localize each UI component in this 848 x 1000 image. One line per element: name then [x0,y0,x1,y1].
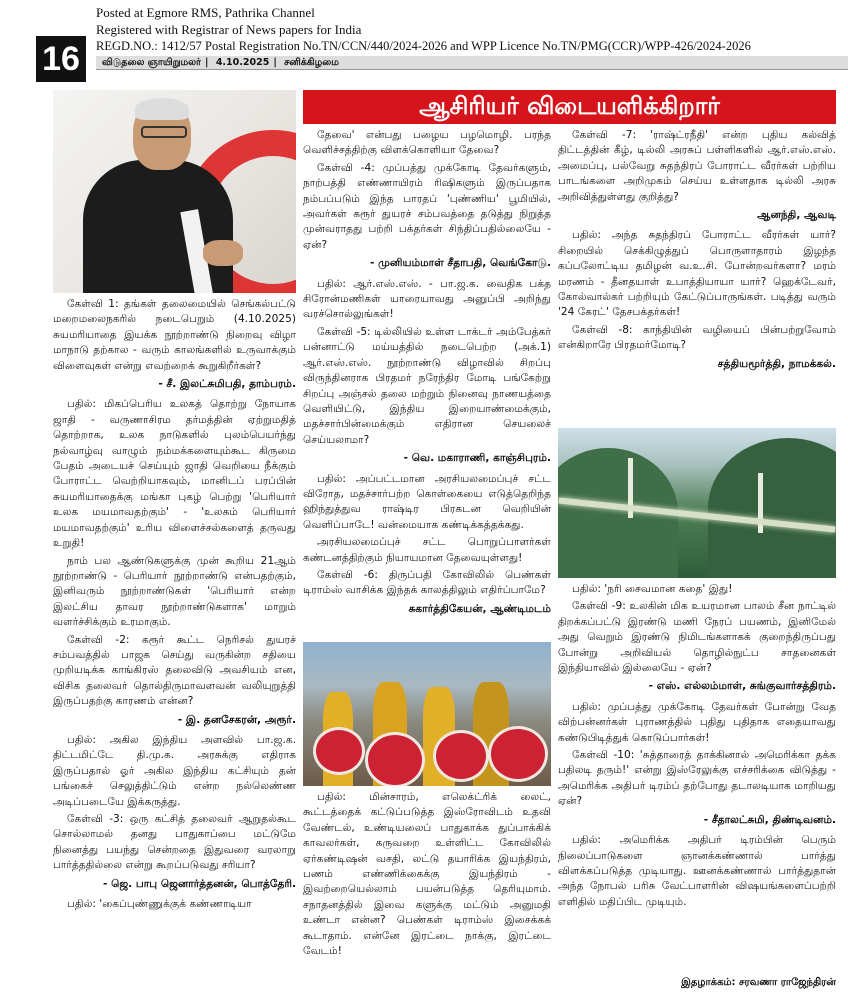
questioner-signature: - எஸ். எல்லம்மாள், சுங்குவார்சத்திரம். [648,680,836,693]
question: கேள்வி -4: முப்பத்து முக்கோடி தேவர்களும், நாற்பத்தி எண்ணாயிரம் ரிஷிகளும் இருப்பதாக நம்பப்படும் இந்த பாரதப் 'புண்ணிய' பூமியில், அவர்கள் கரூர் துயரச் சம்பவத்தை தடுத்து நிறுத்த முன்வராதது பற்றி பக்தர்கள் சிந்திப்பதில்லையே - ஏன்? [303,161,551,251]
publication-info [96,4,751,55]
questioner-signature: சத்தியமூர்த்தி, நாமக்கல். [717,357,836,370]
regd-line: REGD.NO.: 1412/57 Postal Registration No.TN/CCN/440/2024-2026 and WPP Licence No.TN/PMG(CCR)/WPP-426/2024-2026 [96,39,751,53]
section-banner: ஆசிரியர் விடையளிக்கிறார் [303,90,836,124]
page-number: 16 [36,36,86,82]
questioner-signature: - ஜெ. பாபு ஜெனார்த்தனன், பொத்தேரி. [103,877,296,890]
column-1 [53,297,296,914]
paragraph: நாம் பல ஆண்டுகளுக்கு முன் கூறிய 21ஆம் நூற்றாண்டு - பெரியார் நூற்றாண்டு என்பதற்கும், இனிவரும் நூற்றாண்டுகள் 'பெரியார் என்ற இலட்சிய தாவர நூற்றாண்டுகளாக' மாறும் வளர்ச்சிக்கும் உரமாகும். [53,554,296,629]
questioner-signature: - சீதாலட்சுமி, திண்டிவனம். [703,813,836,826]
questioner-signature: - சீ. இலட்சுமிபதி, தாம்பரம். [158,378,296,391]
answer: பதில்: மிகப்பெரிய உலகத் தொற்று நோயாக ஜாதி - வருணாசிரம தர்மத்தின் ஏற்றுமதித் தொற்றாக, உலக நாடுகளில் புலம்பெயர்ந்து நல்வாழ்வு வாழும் நம்மக்களையும்கூட கிருமை பேதம் அடையச் செய்யும் ஜாதி வெறியை நீக்கும் போராட்ட வெற்றியாகவும், மானிடப் பரப்பின் சுயமரியாதைக்கு மங்கா புகழ் பெற்று 'பெரியார் உலக மயமாவதற்கும்' - 'உலகம் பெரியார் மயமாவதற்கும்' உரிய விளைச்சல்களைத் தருவது உறுதி! [53,398,296,550]
answer: பதில்: மின்சாரம், எலெக்ட்ரிக் லைட், கூட்டத்தைக் கட்டுப்படுத்த இஸ்ரோவிடம் உதவி வேண்டல், உண்டியலைப் பாதுகாக்க துப்பாக்கிக் காவலர்கள், கருவறை உள்ளிட்ட கோவிலில் ஏர்கண்டிஷன் வசதி, லட்டு தயாரிக்க இயந்திரம், பணம் எண்ணிக்கைக்கு இயந்திரம் - இவற்றையெல்லாம் பயன்படுத்த தெரியுமாம். சநாதனத்தில் இவை களுக்கு மட்டும் அனுமதி உண்டா என்ன? பெண்கள் டிராம்ஸ் இசைக்கக் கூடாதாம். என்னே இரட்டை நாக்கு, இரட்டை வேடம்! [303,791,551,958]
issue-strip: விடுதலை ஞாயிறுமலர் | 4.10.2025 | சனிக்கிழமை [96,56,848,70]
issue-date: 4.10.2025 [215,57,270,68]
question: கேள்வி -3: ஒரு கட்சித் தலைவர் ஆறுதல்கூட சொல்லாமல் தனது பாதுகாப்பை மட்டுமே நினைத்து பயந்து சென்றதை இதுவரை வரலாறு பார்த்ததில்லை என்று கூறப்படுவது சரியா? [53,813,296,872]
answer: பதில்: அந்த சுதந்திரப் போராட்ட வீரர்கள் யார்? சிறையில் செக்கிழுத்துப் பொருளாதாரம் இழந்த கப்பலோட்டிய தமிழன் வ.உ.சி. போன்றவர்களா? மரம் மரணம் - தீனதயாள் உபாத்தியாயா யார்? ஹெக்டேவர், கோல்வால்கர் பற்றியும் கேட்டுப்பாருங்கள். படித்து வரும் '24 கேரட்' தேசபக்தர்கள்! [558,229,836,319]
question: கேள்வி -5: டில்லியில் உள்ள டாக்டர் அம்பேத்கர் பன்னாட்டு மய்யத்தில் நடைபெற்ற (அக்.1) ஆர்.எஸ்.எஸ். நூற்றாண்டு விழாவில் சிறப்பு விருந்தினராக பிரதமர் நரேந்திர மோடி பங்கேற்று சிறப்பு அஞ்சல் தலை மற்றும் நினைவு நாணயத்தை வெளியிட்டு, இந்திய இறையாண்மைக்கும், மதச்சார்பின்மைக்கும் எதிரான செயலைச் செய்யலாமா? [303,325,551,446]
credit-line: இதழாக்கம்: சரவணா ராஜேந்திரன் [681,977,836,988]
paragraph: அரசியலமைப்புச் சட்ட பொறுப்பாளர்கள் கண்டனத்திற்கும் நியாயமான தேவையுள்ளது! [303,536,551,564]
answer: பதில்: 'கைப்புண்ணுக்குக் கண்ணாடியா [67,898,252,911]
issue-day: சனிக்கிழமை [284,57,339,68]
registered-line: Registered with Registrar of News papers for India [96,22,362,37]
author-photo [53,90,296,293]
answer: பதில்: அகில இந்திய அளவில் பா.ஜ.க. திட்டமிட்டே தி.மு.க. அரசுக்கு எதிராக இருப்பதால் ஓர் அகில இந்திய கட்சியும் தன் பங்கைச் செலுத்திட்டும் என்ற நல்லெண்ண அடிப்படையே இக்கருத்து. [53,733,296,808]
question: கேள்வி -10: 'சுத்தாரைத் தாக்கினால் அமெரிக்கா தக்க பதிலடி தரும்!' என்று இஸ்ரேலுக்கு எச்சரிக்கை விடுத்து - அமெரிக்க அதிபர் டிரம்ப் தற்போது தடாலடியாக மாறியது ஏன்? [558,749,836,808]
questioner-signature: ஆனந்தி, ஆவடி [757,209,836,222]
column-2 [303,128,551,622]
questioner-signature: - முனியம்மாள் சீதாபதி, வெங்கோடு. [370,257,551,270]
questioner-signature: சுகார்த்திகேயன், ஆண்டிமடம் [408,602,551,615]
posted-line: Posted at Egmore RMS, Pathrika Channel [96,5,315,20]
answer: பதில்: 'நரி சைவமான கதை' இது! [572,583,733,595]
question: கேள்வி -8: காந்தியின் வழியைப் பின்பற்றுவோம் என்கிறாரே பிரதமர்மோடி? [558,323,836,352]
drummers-photo [303,642,551,786]
answer: பதில்: ஆர்.எஸ்.எஸ். - பா.ஜ.க. வைதிக பக்த சிரோன்மணிகள் யாரையாவது அனுப்பி அறிந்து வரச்சொல்லுங்கள்! [303,277,551,321]
question: கேள்வி 1: தங்கள் தலைமையில் செங்கல்பட்டு மறைமலைநகரில் நடைபெறும் (4.10.2025) சுயமரியாதை இயக்க நூற்றாண்டு நிறைவு விழா மாநாடு தற்கால - வரும் காலங்களில் உருவாக்கும் விளைவுகள் என்று எவற்றைக் கூறுகிறீர்கள்? [53,298,296,372]
column-3-lower [558,582,836,912]
masthead [0,0,848,60]
column-2-lower [303,790,551,961]
questioner-signature: - இ. தனசேகரன், அரூர். [177,713,296,726]
paragraph: தேவை' என்பது பழைய பழமொழி. பரந்த வெளிச்சத்திற்கு விளக்கொளியா தேவை? [303,129,551,157]
answer: பதில்: அப்பட்டமான அரசியலமைப்புச் சட்ட விரோத, மதச்சார்பற்ற கொள்கையை எடுத்தெறிந்த ஹிந்துத்துவ ராஷ்டிர பிரகடன வெறியின் வெளிப்பாடே! வன்மையாக கண்டிக்கத்தக்கது. [303,472,551,531]
question: கேள்வி -6: திருப்பதி கோவிலில் பெண்கள் டிராம்ஸ் வாசிக்க இந்தக் காலத்திலும் எதிர்ப்பாமே? [303,568,551,597]
question: கேள்வி -7: 'ராஷ்ட்ரநீதி' என்ற புதிய கல்வித் திட்டத்தின் கீழ், டில்லி அரசுப் பள்ளிகளில் ஆர்.எஸ்.எஸ். அமைப்பு, பல்வேறு சுதந்திரப் போராட்ட வீரர்கள் பற்றிய பாடங்களை அறிமுகம் செய்ய உள்ளதாக டில்லி அரசு அறிவித்துள்ளது குறித்து? [558,129,836,203]
question: கேள்வி -2: கரூர் கூட்ட நெரிசல் துயரச் சம்பவத்தில் பாஜக செய்து வருகின்ற சதியை முறியடிக்க காங்கிரஸ் தலைவிடு அவசியம் என, விசிக தலைவர் தொல்திருமாவளவன் வலியுறுத்தி இருப்பதற்கு காரணம் என்ன? [53,633,296,708]
answer: பதில்: முப்பத்து முக்கோடி தேவர்கள் போன்று வேத விற்பன்னர்கள் புராணத்தில் புதிது புதிதாக எதையாவது கண்டுபிடித்துக் கொடுப்பார்கள்! [558,700,836,744]
questioner-signature: - வெ. மகாராணி, காஞ்சிபுரம். [403,452,551,465]
question: கேள்வி -9: உலகின் மிக உயரமான பாலம் சீன நாட்டில் திறக்கப்பட்டு இரண்டு மணி நேரப் பயணம், இனிமேல் அது வெறும் இரண்டு நிமிடங்களாகக் குறைந்திருப்பது போன்று அறிவியல் தொழில்நுட்ப சாதனைகள் இந்தியாவில் இல்லையே - ஏன்? [558,600,836,675]
answer: பதில்: அமெரிக்க அதிபர் டிரம்பின் பெரும் நிலைப்பாடுகளை ஞானக்கண்ணால் பார்த்து விளக்கப்படுத்த முடியாது. ஊனக்கண்ணால் பார்த்துதான் அந்த நோபல் பரிசு வேட்பாளரின் விஷயங்களைப்பற்றி எளிதில் மதிப்பிட முடியும். [558,834,836,908]
column-3 [558,128,836,377]
issue-title: விடுதலை ஞாயிறுமலர் [102,57,202,68]
bridge-photo [558,428,836,578]
